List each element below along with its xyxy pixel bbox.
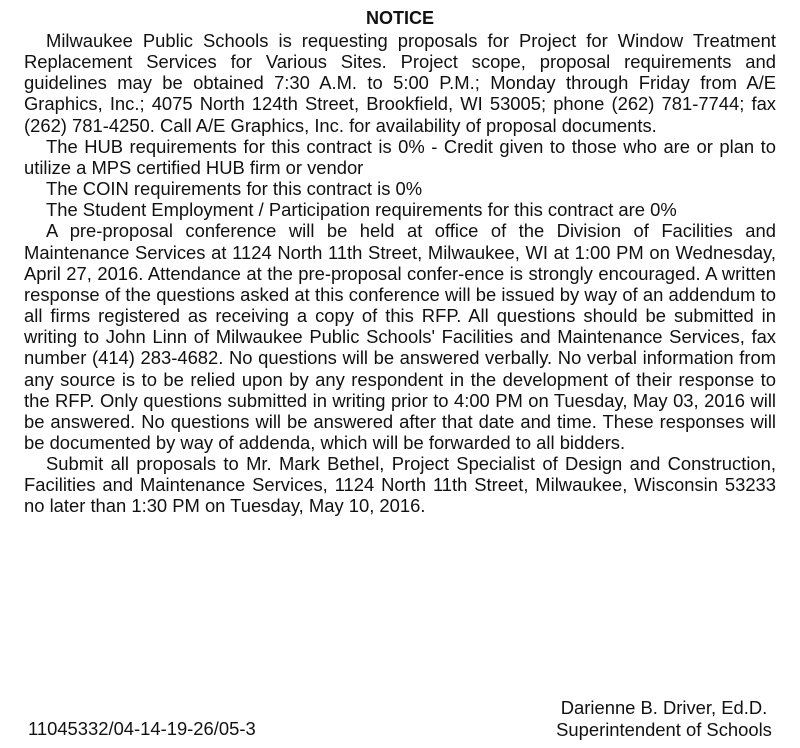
pre-proposal-conference-paragraph: A pre-proposal conference will be held at office of the Division of Facilities and Maintenance Services at 1124 North 11th Street, Milwaukee, WI at 1:00 PM on Wednesday, April 27, 2016. Attendance at the pre-proposal confer-ence is strongly encouraged. A written response of the questions asked at this conference will be issued by way of an addendum to all firms registered as receiving a copy of this RFP. All questions should be submitted in writing to John Linn of Milwaukee Public Schools' Facilities and Maintenance Services, fax number (414) 283-4682. No questions will be answered verbally. No verbal information from any source is to be relied upon by any respondent in the development of their response to the RFP. Only questions submitted in writing prior to 4:00 PM on Tuesday, May 03, 2016 will be answered. No questions will be answered after that date and time. These responses will be documented by way of addenda, which will be forwarded to all bidders. — [24, 220, 776, 453]
notice-title: NOTICE — [365, 8, 434, 28]
notice-body — [24, 30, 776, 517]
hub-requirements-paragraph: The HUB requirements for this contract is 0% - Credit given to those who are or plan to utilize a MPS certified HUB firm or vendor — [24, 135, 776, 178]
reference-number: 11045332/04-14-19-26/05-3 — [28, 718, 256, 739]
submission-paragraph: Submit all proposals to Mr. Mark Bethel, Project Specialist of Design and Construction, Facilities and Maintenance Services, 1124 North 11th Street, Milwaukee, Wisconsin 53233 no later than 1:30 PM on Tuesday, May 10, 2016. — [24, 453, 776, 517]
coin-requirements-paragraph: The COIN requirements for this contract is 0% — [46, 178, 423, 200]
intro-paragraph: Milwaukee Public Schools is requesting proposals for Project for Window Treatment Replacement Services for Various Sites. Project scope, proposal requirements and guidelines may be obtained 7:30 A.M. to 5:00 P.M.; Monday through Friday from A/E Graphics, Inc.; 4075 North 124th Street, Brookfield, WI 53005; phone (262) 781-7744; fax (262) 781-4250. Call A/E Graphics, Inc. for availability of proposal documents. — [24, 30, 776, 136]
signatory-name: Darienne B. Driver, Ed.D. — [560, 697, 768, 718]
student-employment-paragraph: The Student Employment / Participation requirements for this contract are 0% — [46, 199, 677, 221]
signatory-title: Superintendent of Schools — [556, 719, 772, 740]
